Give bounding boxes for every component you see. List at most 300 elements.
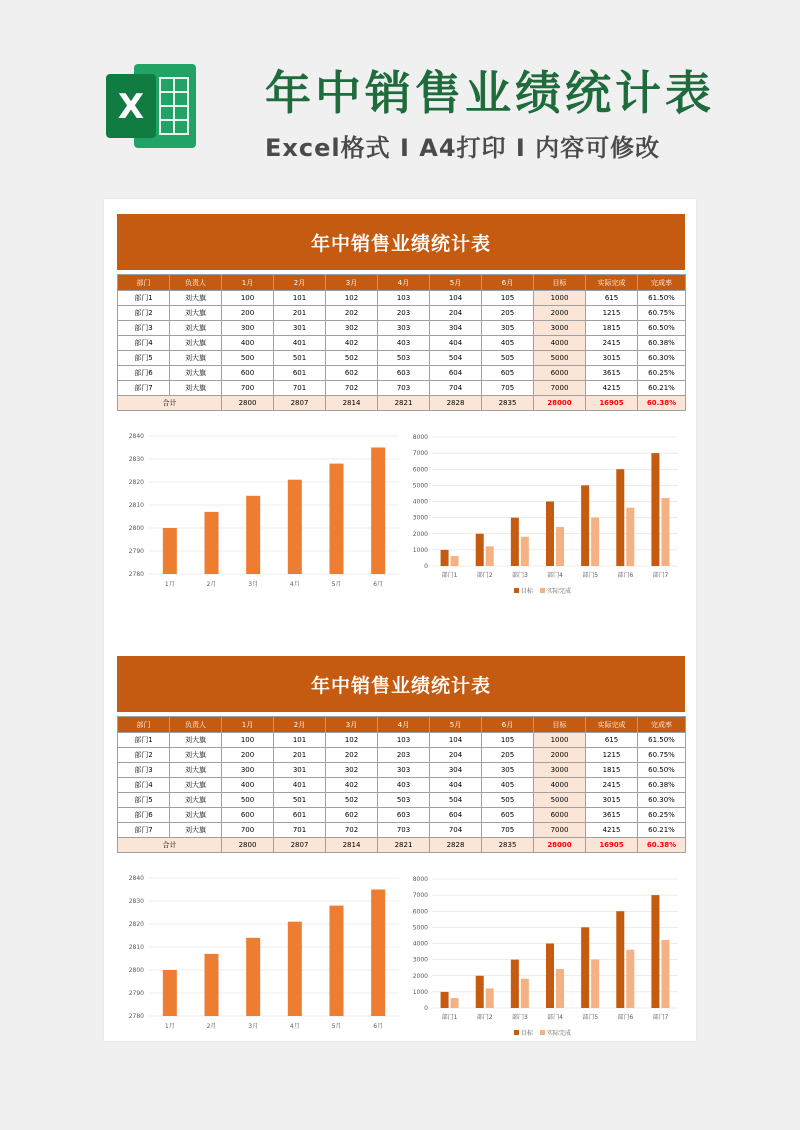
x-tick-label: 部门6 — [617, 1014, 634, 1021]
table-cell: 300 — [222, 763, 274, 778]
table-row — [118, 321, 686, 336]
legend-swatch — [540, 1030, 545, 1035]
table-cell: 703 — [378, 823, 430, 838]
table-cell: 100 — [222, 291, 274, 306]
bar — [661, 498, 669, 566]
table-cell: 刘大旗 — [170, 306, 222, 321]
column-header: 负责人 — [170, 275, 222, 291]
bar — [486, 546, 494, 566]
bar — [616, 911, 624, 1008]
table-cell: 200 — [222, 306, 274, 321]
table-cell: 60.75% — [638, 748, 686, 763]
column-header: 6月 — [482, 717, 534, 733]
table-cell: 部门4 — [118, 778, 170, 793]
table-cell: 203 — [378, 306, 430, 321]
x-tick-label: 部门5 — [582, 1014, 599, 1021]
table-cell: 5000 — [534, 793, 586, 808]
bar — [451, 556, 459, 566]
column-header: 部门 — [118, 275, 170, 291]
column-header: 1月 — [222, 717, 274, 733]
table-cell: 702 — [326, 823, 378, 838]
excel-logo-icon — [104, 60, 200, 152]
bar — [581, 927, 589, 1008]
y-tick-label: 2820 — [128, 921, 144, 928]
bar — [661, 940, 669, 1008]
table-cell: 701 — [274, 381, 326, 396]
bar — [521, 537, 529, 566]
bar — [626, 950, 634, 1008]
x-tick-label: 部门2 — [476, 1014, 493, 1021]
table-cell: 1000 — [534, 291, 586, 306]
table-cell: 401 — [274, 336, 326, 351]
y-tick-label: 0 — [424, 1005, 428, 1012]
table-cell: 503 — [378, 351, 430, 366]
bar — [591, 517, 599, 566]
monthly-total-chart — [117, 424, 407, 599]
table-cell: 60.30% — [638, 351, 686, 366]
table-cell: 105 — [482, 733, 534, 748]
logo-letter: X — [117, 87, 145, 127]
legend-label: 实际完成 — [547, 1030, 572, 1037]
bar — [205, 512, 219, 574]
table-row — [118, 823, 686, 838]
table-cell: 103 — [378, 291, 430, 306]
table-cell: 615 — [586, 291, 638, 306]
table-row — [118, 808, 686, 823]
total-cell: 60.38% — [638, 396, 686, 411]
total-row — [118, 396, 686, 411]
table-cell: 305 — [482, 763, 534, 778]
bar — [476, 534, 484, 566]
table-cell: 615 — [586, 733, 638, 748]
table-cell: 60.50% — [638, 763, 686, 778]
column-header: 负责人 — [170, 717, 222, 733]
table-cell: 302 — [326, 763, 378, 778]
column-header: 目标 — [534, 275, 586, 291]
table-cell: 205 — [482, 748, 534, 763]
table-cell: 400 — [222, 336, 274, 351]
table-row — [118, 381, 686, 396]
table-cell: 602 — [326, 808, 378, 823]
bar — [163, 528, 177, 574]
table-cell: 刘大旗 — [170, 733, 222, 748]
column-header: 4月 — [378, 275, 430, 291]
sales-table — [117, 716, 686, 853]
table-cell: 101 — [274, 733, 326, 748]
column-header: 1月 — [222, 275, 274, 291]
table-cell: 604 — [430, 808, 482, 823]
table-cell: 3015 — [586, 793, 638, 808]
y-tick-label: 2820 — [128, 479, 144, 486]
table-cell: 3615 — [586, 808, 638, 823]
x-tick-label: 4月 — [289, 581, 300, 588]
y-tick-label: 8000 — [412, 876, 428, 883]
target-vs-actual-chart — [402, 868, 682, 1053]
total-cell: 2835 — [482, 396, 534, 411]
column-header: 目标 — [534, 717, 586, 733]
total-cell: 60.38% — [638, 838, 686, 853]
table-banner: 年中销售业绩统计表 — [117, 214, 685, 270]
table-cell: 405 — [482, 336, 534, 351]
table-cell: 304 — [430, 763, 482, 778]
table-cell: 1000 — [534, 733, 586, 748]
column-header: 部门 — [118, 717, 170, 733]
x-tick-label: 5月 — [331, 581, 342, 588]
table-cell: 502 — [326, 351, 378, 366]
x-tick-label: 部门2 — [476, 572, 493, 579]
table-row — [118, 733, 686, 748]
table-cell: 600 — [222, 808, 274, 823]
table-cell: 700 — [222, 381, 274, 396]
x-tick-label: 1月 — [164, 1023, 175, 1030]
x-tick-label: 部门1 — [441, 572, 458, 579]
column-header: 实际完成 — [586, 275, 638, 291]
y-tick-label: 0 — [424, 563, 428, 570]
table-row — [118, 336, 686, 351]
legend-swatch — [514, 1030, 519, 1035]
table-cell: 部门1 — [118, 291, 170, 306]
total-cell: 2828 — [430, 838, 482, 853]
column-header: 4月 — [378, 717, 430, 733]
table-cell: 3000 — [534, 763, 586, 778]
table-row — [118, 778, 686, 793]
bar — [521, 979, 529, 1008]
x-tick-label: 3月 — [248, 1023, 259, 1030]
table-cell: 部门6 — [118, 366, 170, 381]
table-cell: 500 — [222, 351, 274, 366]
table-cell: 1815 — [586, 763, 638, 778]
table-cell: 2415 — [586, 778, 638, 793]
table-cell: 60.25% — [638, 808, 686, 823]
total-cell: 2821 — [378, 838, 430, 853]
table-cell: 部门4 — [118, 336, 170, 351]
total-cell: 16905 — [586, 838, 638, 853]
table-cell: 604 — [430, 366, 482, 381]
bar — [511, 960, 519, 1008]
table-cell: 701 — [274, 823, 326, 838]
table-row — [118, 763, 686, 778]
table-cell: 1815 — [586, 321, 638, 336]
legend-label: 目标 — [521, 1030, 534, 1037]
x-tick-label: 部门5 — [582, 572, 599, 579]
table-cell: 501 — [274, 351, 326, 366]
table-cell: 60.38% — [638, 336, 686, 351]
table-cell: 刘大旗 — [170, 823, 222, 838]
y-tick-label: 2790 — [128, 548, 144, 555]
table-cell: 605 — [482, 366, 534, 381]
table-cell: 702 — [326, 381, 378, 396]
page-subtitle: Excel格式 I A4打印 I 内容可修改 — [265, 134, 661, 162]
table-cell: 103 — [378, 733, 430, 748]
table-cell: 部门5 — [118, 793, 170, 808]
total-cell: 2814 — [326, 396, 378, 411]
table-cell: 600 — [222, 366, 274, 381]
x-tick-label: 部门7 — [652, 1014, 669, 1021]
table-cell: 102 — [326, 733, 378, 748]
bar — [511, 518, 519, 566]
x-tick-label: 6月 — [373, 581, 384, 588]
table-cell: 502 — [326, 793, 378, 808]
table-cell: 60.75% — [638, 306, 686, 321]
table-cell: 102 — [326, 291, 378, 306]
table-row — [118, 748, 686, 763]
bar — [546, 944, 554, 1009]
x-tick-label: 部门3 — [511, 572, 528, 579]
table-cell: 704 — [430, 823, 482, 838]
x-tick-label: 部门4 — [547, 1014, 563, 1021]
table-cell: 601 — [274, 366, 326, 381]
table-cell: 602 — [326, 366, 378, 381]
x-tick-label: 2月 — [206, 581, 217, 588]
x-tick-label: 2月 — [206, 1023, 217, 1030]
table-cell: 刘大旗 — [170, 291, 222, 306]
table-cell: 603 — [378, 808, 430, 823]
legend-swatch — [540, 588, 545, 593]
column-header: 实际完成 — [586, 717, 638, 733]
table-cell: 505 — [482, 793, 534, 808]
table-cell: 6000 — [534, 808, 586, 823]
y-tick-label: 2780 — [128, 571, 144, 578]
table-cell: 部门6 — [118, 808, 170, 823]
bar — [591, 959, 599, 1008]
x-tick-label: 5月 — [331, 1023, 342, 1030]
table-cell: 刘大旗 — [170, 793, 222, 808]
bar — [451, 998, 459, 1008]
total-label: 合计 — [118, 838, 222, 853]
y-tick-label: 6000 — [412, 466, 428, 474]
table-cell: 2000 — [534, 306, 586, 321]
table-cell: 403 — [378, 336, 430, 351]
table-cell: 201 — [274, 306, 326, 321]
table-row — [118, 793, 686, 808]
table-cell: 105 — [482, 291, 534, 306]
y-tick-label: 7000 — [412, 892, 428, 900]
table-cell: 200 — [222, 748, 274, 763]
table-cell: 403 — [378, 778, 430, 793]
y-tick-label: 2830 — [128, 456, 144, 463]
table-cell: 1215 — [586, 306, 638, 321]
total-cell: 2828 — [430, 396, 482, 411]
table-cell: 刘大旗 — [170, 748, 222, 763]
table-cell: 4215 — [586, 823, 638, 838]
bar — [330, 464, 344, 574]
table-cell: 60.50% — [638, 321, 686, 336]
bar — [486, 988, 494, 1008]
table-cell: 101 — [274, 291, 326, 306]
bar — [441, 992, 449, 1008]
column-header: 5月 — [430, 717, 482, 733]
table-cell: 7000 — [534, 823, 586, 838]
total-cell: 2835 — [482, 838, 534, 853]
x-tick-label: 部门7 — [652, 572, 669, 579]
column-header: 3月 — [326, 275, 378, 291]
table-cell: 705 — [482, 381, 534, 396]
table-cell: 404 — [430, 336, 482, 351]
x-tick-label: 6月 — [373, 1023, 384, 1030]
table-cell: 204 — [430, 306, 482, 321]
bar — [546, 502, 554, 567]
table-cell: 部门2 — [118, 748, 170, 763]
bar — [581, 485, 589, 566]
table-cell: 501 — [274, 793, 326, 808]
table-cell: 3615 — [586, 366, 638, 381]
y-tick-label: 2840 — [128, 875, 144, 882]
table-cell: 700 — [222, 823, 274, 838]
table-cell: 2415 — [586, 336, 638, 351]
table-cell: 300 — [222, 321, 274, 336]
x-tick-label: 3月 — [248, 581, 259, 588]
y-tick-label: 1000 — [412, 988, 428, 996]
table-cell: 302 — [326, 321, 378, 336]
table-cell: 刘大旗 — [170, 336, 222, 351]
y-tick-label: 1000 — [412, 546, 428, 554]
total-cell: 2807 — [274, 838, 326, 853]
table-cell: 603 — [378, 366, 430, 381]
table-cell: 6000 — [534, 366, 586, 381]
bar — [476, 976, 484, 1008]
x-tick-label: 部门4 — [547, 572, 563, 579]
y-tick-label: 2000 — [412, 972, 428, 980]
table-cell: 60.25% — [638, 366, 686, 381]
y-tick-label: 2800 — [128, 967, 144, 974]
y-tick-label: 2840 — [128, 433, 144, 440]
table-cell: 5000 — [534, 351, 586, 366]
table-cell: 202 — [326, 748, 378, 763]
table-cell: 704 — [430, 381, 482, 396]
table-cell: 504 — [430, 793, 482, 808]
table-cell: 504 — [430, 351, 482, 366]
table-cell: 3000 — [534, 321, 586, 336]
y-tick-label: 4000 — [412, 498, 428, 506]
table-cell: 500 — [222, 793, 274, 808]
y-tick-label: 3000 — [412, 956, 428, 964]
sheet-block-2 — [117, 656, 685, 1037]
table-row — [118, 366, 686, 381]
bar — [626, 508, 634, 566]
y-tick-label: 2780 — [128, 1013, 144, 1020]
table-cell: 61.50% — [638, 733, 686, 748]
bar — [288, 922, 302, 1016]
sheet-preview — [104, 199, 696, 1041]
y-tick-label: 2790 — [128, 990, 144, 997]
bar — [246, 496, 260, 574]
bar — [371, 448, 385, 575]
monthly-total-chart — [117, 866, 407, 1041]
table-cell: 4000 — [534, 336, 586, 351]
table-cell: 400 — [222, 778, 274, 793]
table-cell: 505 — [482, 351, 534, 366]
x-tick-label: 部门1 — [441, 1014, 458, 1021]
table-cell: 部门7 — [118, 823, 170, 838]
total-label: 合计 — [118, 396, 222, 411]
total-cell: 28000 — [534, 838, 586, 853]
x-tick-label: 部门3 — [511, 1014, 528, 1021]
table-cell: 301 — [274, 321, 326, 336]
table-cell: 60.30% — [638, 793, 686, 808]
y-tick-label: 2830 — [128, 898, 144, 905]
table-cell: 202 — [326, 306, 378, 321]
y-tick-label: 8000 — [412, 434, 428, 441]
total-cell: 2807 — [274, 396, 326, 411]
table-row — [118, 291, 686, 306]
table-cell: 60.21% — [638, 823, 686, 838]
table-cell: 1215 — [586, 748, 638, 763]
table-cell: 刘大旗 — [170, 808, 222, 823]
table-cell: 401 — [274, 778, 326, 793]
table-cell: 404 — [430, 778, 482, 793]
target-vs-actual-chart — [402, 426, 682, 611]
page-title: 年中销售业绩统计表 — [265, 66, 715, 120]
total-cell: 2800 — [222, 396, 274, 411]
table-cell: 刘大旗 — [170, 763, 222, 778]
column-header: 2月 — [274, 717, 326, 733]
table-cell: 405 — [482, 778, 534, 793]
y-tick-label: 2000 — [412, 530, 428, 538]
table-cell: 部门3 — [118, 321, 170, 336]
table-cell: 304 — [430, 321, 482, 336]
total-row — [118, 838, 686, 853]
x-tick-label: 4月 — [289, 1023, 300, 1030]
table-cell: 104 — [430, 291, 482, 306]
table-cell: 4000 — [534, 778, 586, 793]
table-row — [118, 351, 686, 366]
total-cell: 2800 — [222, 838, 274, 853]
bar — [371, 890, 385, 1017]
table-cell: 部门5 — [118, 351, 170, 366]
y-tick-label: 4000 — [412, 940, 428, 948]
bar — [616, 469, 624, 566]
table-cell: 303 — [378, 763, 430, 778]
table-cell: 601 — [274, 808, 326, 823]
y-tick-label: 5000 — [412, 482, 428, 490]
table-cell: 刘大旗 — [170, 366, 222, 381]
bar — [163, 970, 177, 1016]
column-header: 5月 — [430, 275, 482, 291]
y-tick-label: 2810 — [128, 944, 144, 951]
column-header: 完成率 — [638, 275, 686, 291]
table-cell: 3015 — [586, 351, 638, 366]
y-tick-label: 7000 — [412, 450, 428, 458]
table-cell: 60.38% — [638, 778, 686, 793]
y-tick-label: 2800 — [128, 525, 144, 532]
table-cell: 705 — [482, 823, 534, 838]
table-cell: 100 — [222, 733, 274, 748]
bar — [651, 895, 659, 1008]
table-cell: 205 — [482, 306, 534, 321]
column-header: 3月 — [326, 717, 378, 733]
bar — [205, 954, 219, 1016]
table-cell: 刘大旗 — [170, 351, 222, 366]
table-cell: 301 — [274, 763, 326, 778]
table-cell: 201 — [274, 748, 326, 763]
table-cell: 204 — [430, 748, 482, 763]
table-cell: 503 — [378, 793, 430, 808]
page-header — [0, 0, 800, 190]
table-cell: 2000 — [534, 748, 586, 763]
bar — [441, 550, 449, 566]
table-cell: 60.21% — [638, 381, 686, 396]
legend-label: 目标 — [521, 588, 534, 595]
table-cell: 刘大旗 — [170, 381, 222, 396]
table-cell: 61.50% — [638, 291, 686, 306]
table-row — [118, 306, 686, 321]
table-cell: 7000 — [534, 381, 586, 396]
table-cell: 部门7 — [118, 381, 170, 396]
legend-swatch — [514, 588, 519, 593]
x-tick-label: 部门6 — [617, 572, 634, 579]
bar — [651, 453, 659, 566]
sales-table — [117, 274, 686, 411]
